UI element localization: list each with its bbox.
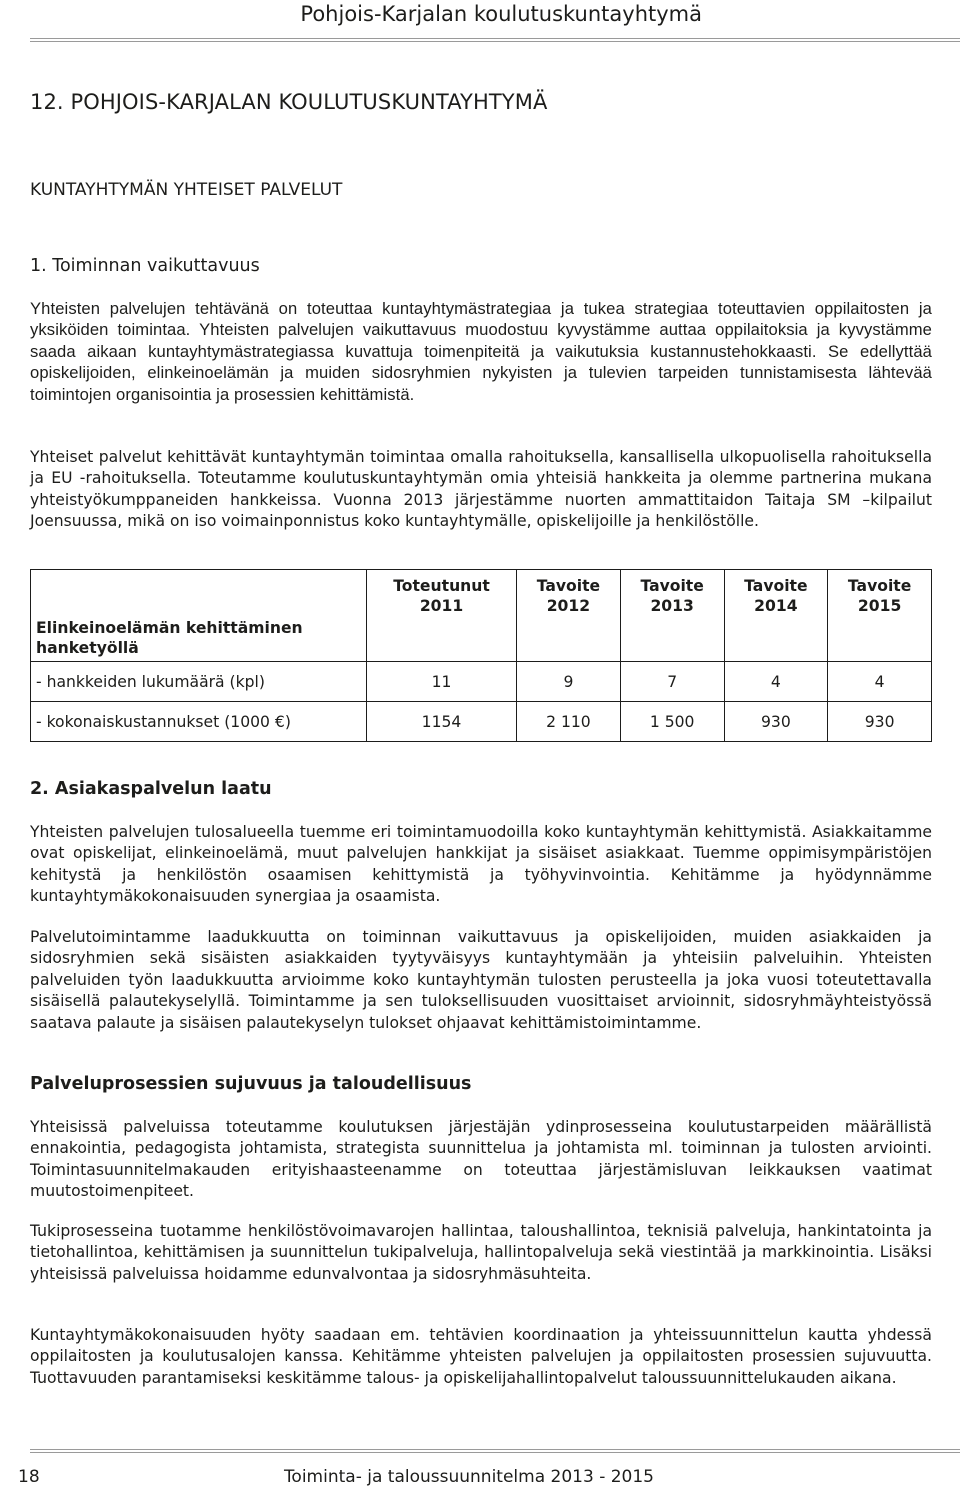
- table-cell-label: - hankkeiden lukumäärä (kpl): [31, 662, 367, 702]
- footer-document-title: Toiminta- ja taloussuunnitelma 2013 - 2015: [283, 1467, 654, 1487]
- section-heading-1: 1. Toiminnan vaikuttavuus: [30, 256, 260, 276]
- table-row: [31, 702, 932, 742]
- header-rule: [30, 38, 960, 42]
- table-cell: 9: [517, 662, 621, 702]
- table-header-col-1: [367, 570, 517, 662]
- table-header-label-line1: Elinkeinoelämän kehittäminen: [36, 619, 303, 637]
- hanke-table: [30, 569, 932, 742]
- section-heading-2: 2. Asiakaspalvelun laatu: [30, 779, 272, 799]
- footer-rule: [30, 1449, 960, 1453]
- main-heading: 12. POHJOIS-KARJALAN KOULUTUSKUNTAYHTYMÄ: [30, 90, 548, 114]
- section-heading-3: Palveluprosessien sujuvuus ja taloudellisuus: [30, 1074, 472, 1094]
- paragraph-s2-1: Yhteisten palvelujen tulosalueella tuemme eri toimintamuodoilla koko kuntayhtymän kehittymistä. Asiakkaitamme ovat opiskelijat, elinkeinoelämä, muut palvelujen hankkijat ja sisäiset asiakkaat. Tuemme oppimisympäristöjen kehitystä ja henkilöstön osaamisen kehittymistä ja työhyvinvointia. Kehitämme ja hyödynnämme kuntayhtymäkokonaisuuden synergiaa ja osaamista.: [30, 823, 932, 906]
- table-cell: 4: [828, 662, 932, 702]
- col-1-line2: 2011: [419, 597, 464, 615]
- col-2-line2: 2012: [546, 597, 591, 615]
- table-header-row: [31, 570, 932, 662]
- col-3-line2: 2013: [650, 597, 694, 615]
- table-cell: 1 500: [620, 702, 724, 742]
- footer-page-number: 18: [18, 1467, 40, 1487]
- table-header-col-5: [828, 570, 932, 662]
- header-title: Pohjois-Karjalan koulutuskuntayhtymä: [300, 2, 702, 26]
- table-header-col-4: [724, 570, 828, 662]
- paragraph-s1-1: Yhteisten palvelujen tehtävänä on toteuttaa kuntayhtymästrategiaa ja tukea strategiaa toteuttavien oppilaitosten ja yksiköiden toimintaa. Yhteisten palvelujen vaikuttavuus muodostuu kyvystämme auttaa oppilaitoksia ja kyvystämme saada aikaan kuntayhtymästrategiassa kuvattuja toimenpiteitä ja vaikutuksia kustannustehokkaasti. Se edellyttää opiskelijoiden, elinkeinoelämän ja muiden sidosryhmien nykyisten ja tulevien tarpeiden tunnistamisesta lähtevää toimintojen organisointia ja prosessien kehittämistä.: [30, 299, 932, 404]
- table-row: [31, 662, 932, 702]
- paragraph-s1-2: Yhteiset palvelut kehittävät kuntayhtymän toimintaa omalla rahoituksella, kansallisella ulkopuolisella rahoituksella ja EU -rahoituksella. Toteutamme koulutuskuntayhtymän omia yhteisiä hankkeita ja olemme partnerina mukana yhteistyökumppaneiden hankkeissa. Vuonna 2013 järjestämme nuorten ammattitaidon Taitaja SM –kilpailut Joensuussa, mikä on iso voimainponnistus koko kuntayhtymälle, opiskelijoille ja henkilöstölle.: [30, 448, 932, 531]
- col-1-line1: Toteutunut: [393, 577, 490, 595]
- col-3-line1: Tavoite: [640, 577, 704, 595]
- table-cell: 11: [367, 662, 517, 702]
- page-header: [0, 0, 960, 36]
- table-header-col-2: [517, 570, 621, 662]
- col-4-line2: 2014: [754, 597, 798, 615]
- col-5-line2: 2015: [857, 597, 902, 615]
- table-cell: 4: [724, 662, 828, 702]
- table-cell: 2 110: [517, 702, 621, 742]
- table-cell: 7: [620, 662, 724, 702]
- sub-heading: KUNTAYHTYMÄN YHTEISET PALVELUT: [30, 180, 343, 200]
- table-cell: 1154: [367, 702, 517, 742]
- table-header-label-line2: hanketyöllä: [36, 639, 139, 657]
- table-cell-label: - kokonaiskustannukset (1000 €): [31, 702, 367, 742]
- paragraph-s3-3: Kuntayhtymäkokonaisuuden hyöty saadaan em. tehtävien koordinaation ja yhteissuunnittelun kautta yhdessä oppilaitosten ja koulutusalojen kanssa. Kehitämme yhteisten palvelujen ja oppilaitosten prosessien sujuvuutta. Tuottavuuden parantamiseksi keskitämme talous- ja opiskelijahallintopalvelut taloussuunnittelukauden aikana.: [30, 1326, 932, 1387]
- paragraph-s3-2: Tukiprosesseina tuotamme henkilöstövoimavarojen hallintaa, taloushallintoa, teknisiä palveluja, hankintatointa ja tietohallintoa, kehittämisen ja suunnittelun tukipalveluja, hallintopalveluja sekä viestintää ja markkinointia. Lisäksi yhteisissä palveluissa hoidamme edunvalvontaa ja sidosryhmäsuhteita.: [30, 1222, 932, 1283]
- col-4-line1: Tavoite: [744, 577, 808, 595]
- paragraph-s2-2: Palvelutoimintamme laadukkuutta on toiminnan vaikuttavuus ja opiskelijoiden, muiden asiakkaiden ja sidosryhmien sekä sisäisten asiakkaiden tyytyväisyys kuntayhtymään ja yhteisiin palveluihin. Yhteisten palveluiden työn laadukkuutta arvioimme koko kuntayhtymän tulosten perusteella ja joka vuosi toteutettavalla sisäisellä palautekyselyllä. Toimintamme ja sen tuloksellisuuden vuosittaiset arvioinnit, sidosryhmäyhteistyössä saatava palaute ja sisäisen palautekyselyn tulokset ohjaavat kehittämistoimintamme.: [30, 928, 932, 1032]
- table-cell: 930: [724, 702, 828, 742]
- table-cell: 930: [828, 702, 932, 742]
- table-header-label: [31, 570, 367, 662]
- table-header-col-3: [620, 570, 724, 662]
- col-5-line1: Tavoite: [847, 577, 912, 595]
- col-2-line1: Tavoite: [536, 577, 601, 595]
- paragraph-s3-1: Yhteisissä palveluissa toteutamme koulutuksen järjestäjän ydinprosesseina koulutustarpeiden määrällistä ennakointia, pedagogista johtamista, strategista suunnittelua ja johtamista ml. toiminnan ja tulosten arviointi. Toimintasuunnitelmakauden erityishaasteenamme on toteuttaa järjestämisluvan leikkauksen vaatimat muutostoimenpiteet.: [30, 1118, 932, 1201]
